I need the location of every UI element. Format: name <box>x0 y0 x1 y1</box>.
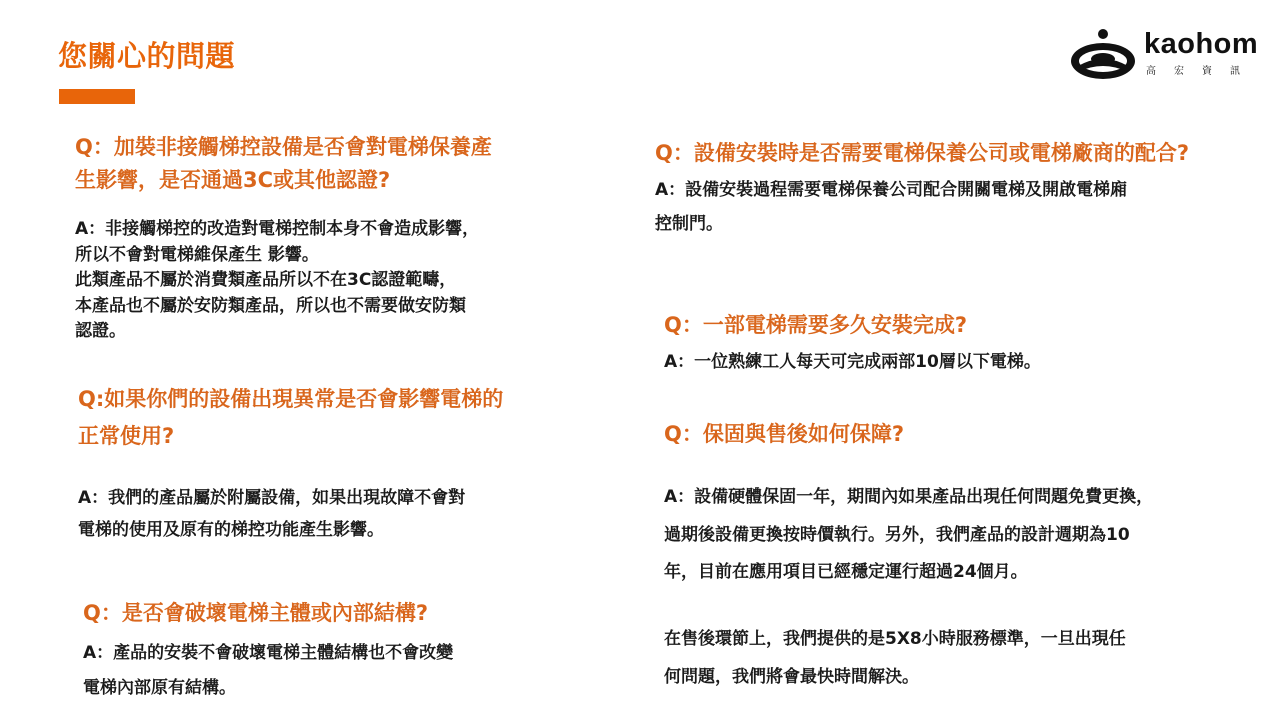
question-line: 生影響，是否通過3C或其他認證? <box>75 168 391 192</box>
answer-line: 所以不會對電梯維保產生 影響。 <box>75 244 319 265</box>
title-underline-bar <box>59 89 135 104</box>
answer-line: A：我們的產品屬於附屬設備，如果出現故障不會對 <box>78 488 466 508</box>
answer-line: A：設備硬體保固一年，期間內如果產品出現任何問題免費更換， <box>664 487 1154 507</box>
faq-question-6 <box>664 418 904 451</box>
answer-line: 在售後環節上，我們提供的是5X8小時服務標準，一旦出現任 <box>664 629 1126 649</box>
logo-subtitle: 高宏資訊 <box>1146 66 1258 77</box>
faq-answer-6-aftersales <box>664 621 1126 696</box>
answer-line: A：非接觸梯控的改造對電梯控制本身不會造成影響， <box>75 219 480 239</box>
answer-line: A：產品的安裝不會破壞電梯主體結構也不會改變 <box>83 643 454 663</box>
question-line: Q：加裝非接觸梯控設備是否會對電梯保養產 <box>75 135 492 159</box>
answer-line: 年，目前在應用項目已經穩定運行超過24個月。 <box>664 562 1028 582</box>
answer-line: 認證。 <box>75 321 126 341</box>
question-line: Q:如果你們的設備出現異常是否會影響電梯的 <box>78 387 504 411</box>
question-line: Q：一部電梯需要多久安裝完成? <box>664 313 968 337</box>
question-line: Q：保固與售後如何保障? <box>664 422 905 446</box>
faq-answer-2 <box>78 482 465 546</box>
faq-answer-1 <box>75 217 479 345</box>
faq-answer-5 <box>664 346 1041 378</box>
question-line: Q：設備安裝時是否需要電梯保養公司或電梯廠商的配合? <box>655 141 1190 165</box>
answer-line: 控制門。 <box>655 214 723 234</box>
question-line: Q：是否會破壞電梯主體或內部結構? <box>83 601 429 625</box>
answer-line: 本產品也不屬於安防類產品，所以也不需要做安防類 <box>75 295 466 316</box>
faq-question-2 <box>78 381 503 455</box>
answer-line: A：一位熟練工人每天可完成兩部10層以下電梯。 <box>664 352 1041 372</box>
answer-line: A：設備安裝過程需要電梯保養公司配合開關電梯及開啟電梯廂 <box>655 180 1128 200</box>
faq-question-5 <box>664 309 967 342</box>
kaohom-logo <box>1070 28 1265 80</box>
answer-line: 過期後設備更換按時價執行。另外，我們產品的設計週期為10 <box>664 524 1130 545</box>
answer-line: 電梯的使用及原有的梯控功能產生影響。 <box>78 520 384 540</box>
faq-question-1 <box>75 131 492 197</box>
faq-question-3 <box>83 597 428 630</box>
faq-question-4 <box>655 137 1189 170</box>
logo-mark-icon <box>1070 28 1136 80</box>
question-line: 正常使用? <box>78 424 175 448</box>
faq-answer-4 <box>655 173 1127 241</box>
page-title: 您關心的問題 <box>58 39 236 73</box>
faq-answer-6 <box>664 479 1153 592</box>
answer-line: 此類產品不屬於消費類產品所以不在3C認證範疇， <box>75 270 457 290</box>
faq-answer-3 <box>83 636 453 706</box>
logo-wordmark: kaohom <box>1144 28 1259 60</box>
answer-line: 何問題，我們將會最快時間解決。 <box>664 666 919 687</box>
answer-line: 電梯內部原有結構。 <box>83 678 236 698</box>
